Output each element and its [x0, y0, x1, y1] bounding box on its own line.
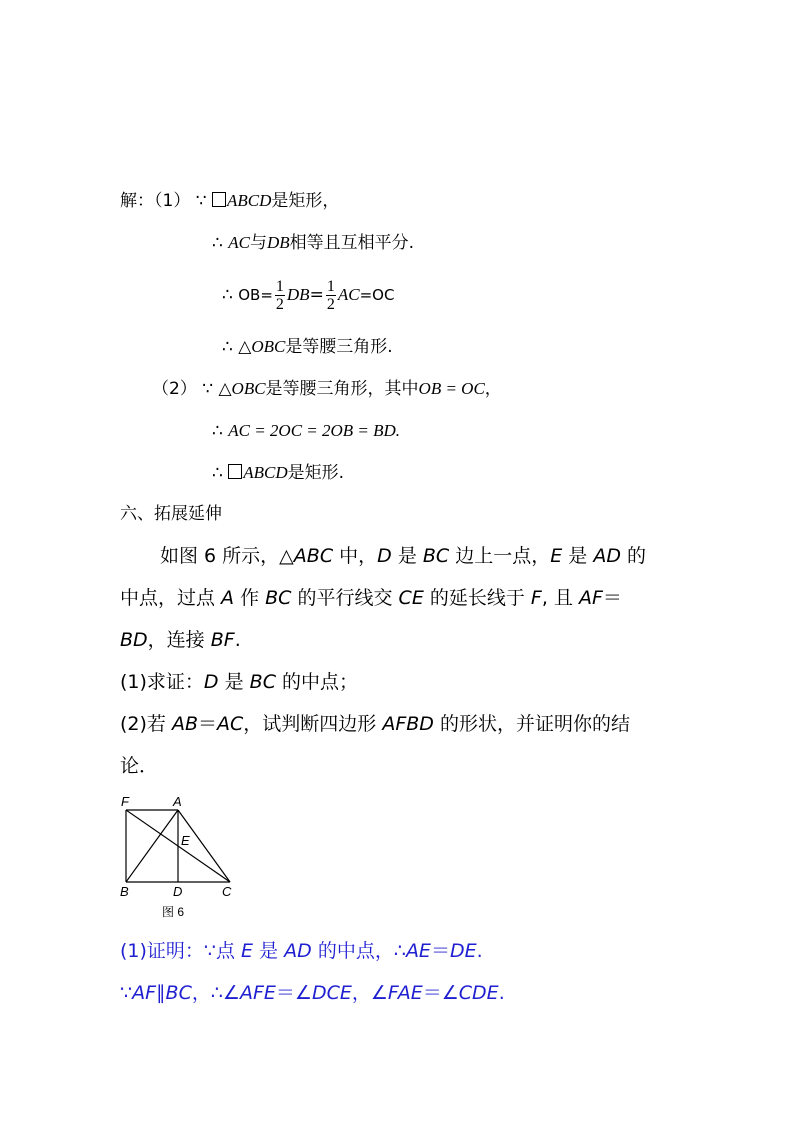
solution-line-7: ∴ ABCD是矩形.: [212, 463, 345, 483]
fraction-half-2: $\frac{1}{2}$: [326, 277, 335, 313]
label-c: C: [222, 884, 232, 899]
solution-line-1: 解：（1） ∵ ABCD是矩形，: [120, 191, 340, 211]
segment-ab: [126, 810, 178, 882]
label-f: F: [121, 794, 129, 809]
question-2-end: 论．: [120, 755, 159, 777]
question-2: (2)若 AB＝AC，试判断四边形 AFBD 的形状，并证明你的结: [120, 713, 630, 735]
proof-line-2: ∵AF∥BC，∴∠AFE＝∠DCE，∠FAE＝∠CDE.: [120, 982, 505, 1004]
label-e: E: [181, 833, 190, 848]
parallelogram-icon: [228, 464, 242, 479]
figure-caption: 图 6: [162, 905, 185, 919]
proof-line-1: (1)证明：∵点 E 是 AD 的中点，∴AE＝DE.: [120, 940, 483, 962]
problem-line-2: 中点，过点 A 作 BC 的平行线交 CE 的延长线于 F, 且 AF＝: [120, 587, 622, 609]
solution-line-4: ∴ △OBC是等腰三角形.: [222, 337, 393, 357]
solution-line-6: ∴ AC = 2OC = 2OB = BD.: [212, 421, 401, 441]
geometry-figure: [114, 792, 244, 922]
fraction-half-1: $\frac{1}{2}$: [275, 277, 284, 313]
question-1: (1)求证：D 是 BC 的中点；: [120, 671, 359, 693]
label-a: A: [173, 794, 182, 809]
solution-line-3: ∴ OB= $\frac{1}{2}$ DB= $\frac{1}{2}$ AC=OC: [222, 277, 395, 313]
problem-line-3: BD，连接 BF.: [120, 629, 241, 651]
label-d: D: [173, 884, 183, 899]
solution-line-5: （2） ∵ △OBC是等腰三角形，其中OB = OC，: [152, 379, 502, 399]
section-title: 六、拓展延伸: [120, 504, 222, 524]
parallelogram-icon: [212, 192, 226, 207]
label-b: B: [120, 884, 129, 899]
problem-line-1: 如图 6 所示，△ABC 中，D 是 BC 边上一点，E 是 AD 的: [160, 545, 647, 567]
solution-line-2: ∴ AC与DB相等且互相平分.: [212, 233, 415, 253]
